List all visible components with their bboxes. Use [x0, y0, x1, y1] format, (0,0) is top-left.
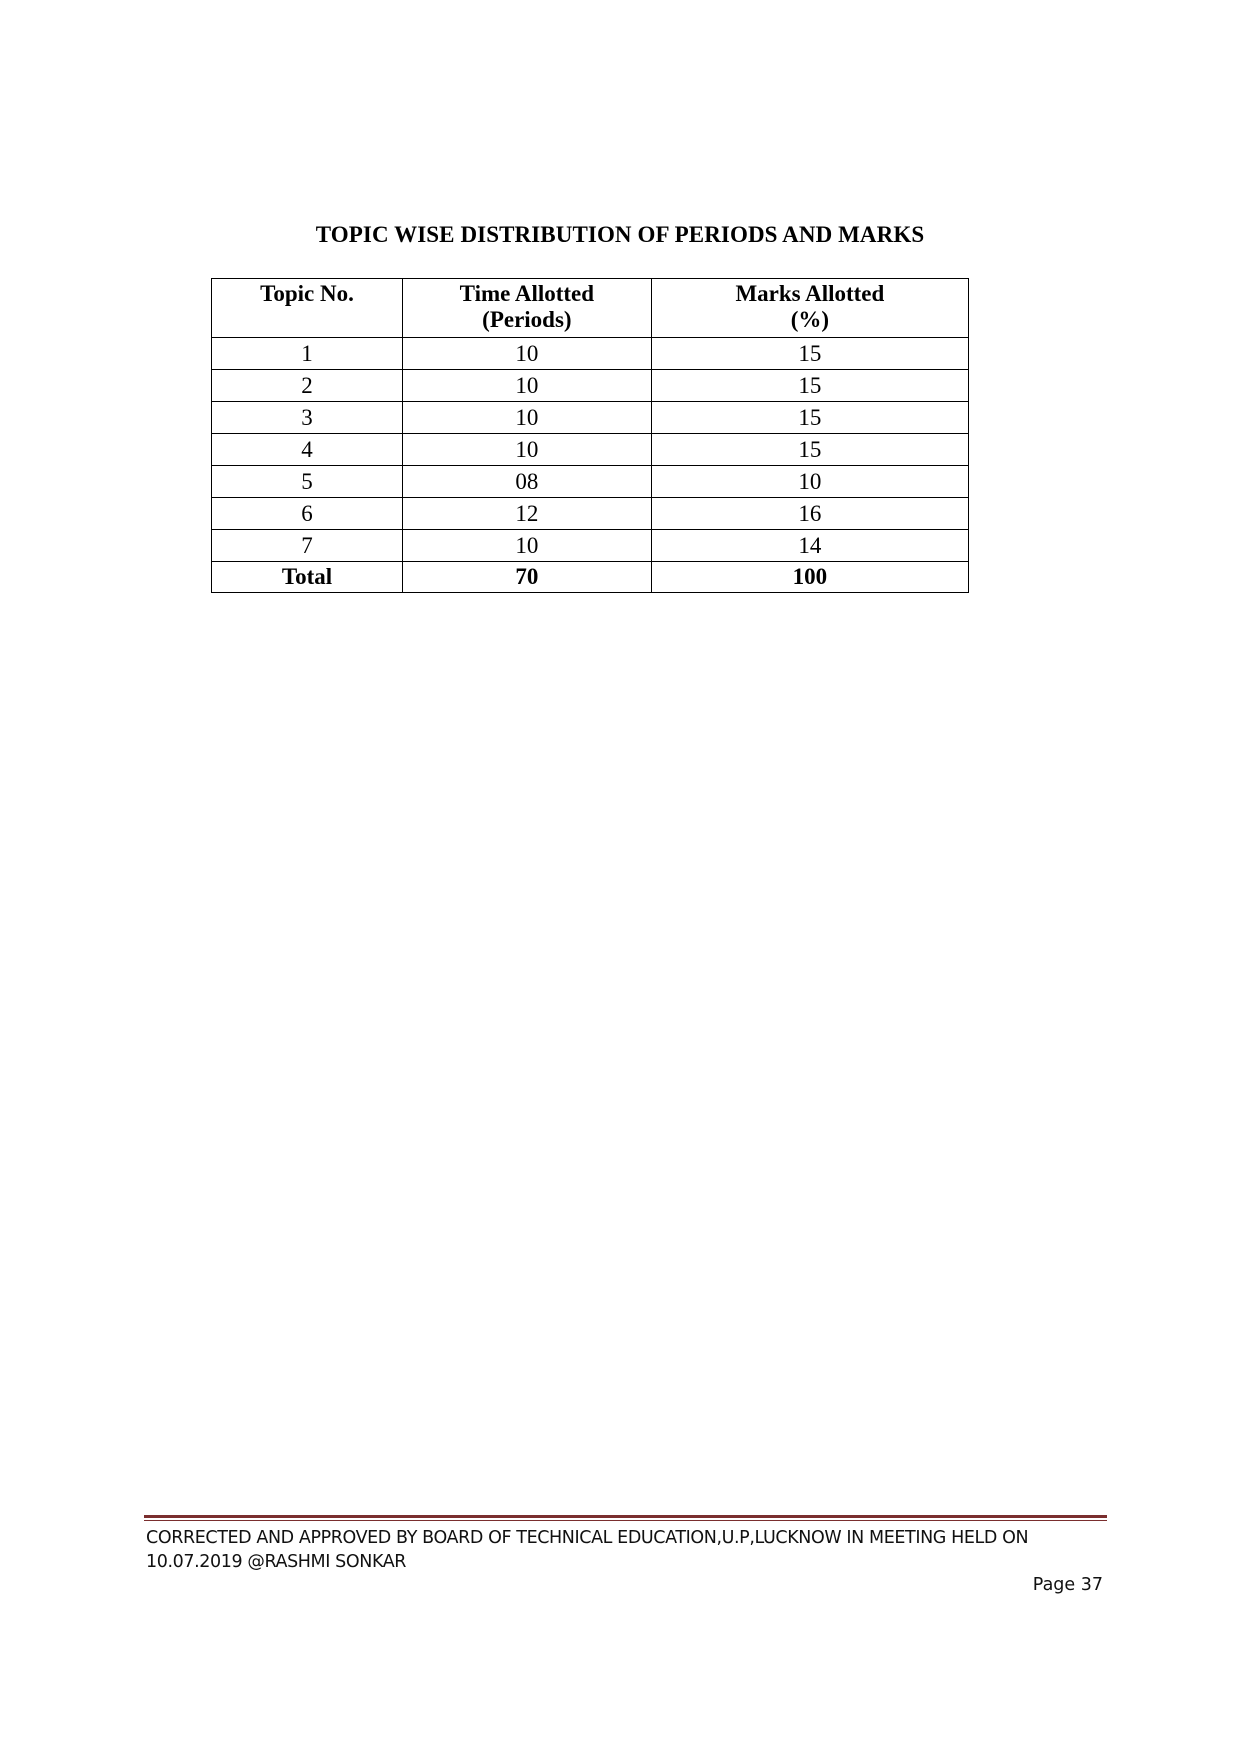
- cell-topic: 1: [212, 338, 403, 370]
- table-row: [212, 402, 969, 434]
- table-header-row: [212, 279, 969, 338]
- cell-time: 10: [402, 338, 651, 370]
- cell-marks: 15: [651, 434, 968, 466]
- table-total-row: [212, 562, 969, 593]
- cell-topic: 2: [212, 370, 403, 402]
- cell-marks: 14: [651, 530, 968, 562]
- cell-total-label: Total: [212, 562, 403, 593]
- cell-time: 12: [402, 498, 651, 530]
- header-time-allotted: [402, 279, 651, 338]
- table-row: [212, 370, 969, 402]
- cell-time: 10: [402, 402, 651, 434]
- footer-divider: [144, 1515, 1107, 1518]
- footer-divider-thin: [144, 1520, 1107, 1521]
- table-row: [212, 498, 969, 530]
- table-row: [212, 466, 969, 498]
- table-row: [212, 338, 969, 370]
- header-marks-line1: Marks Allotted: [735, 281, 885, 306]
- cell-marks: 15: [651, 338, 968, 370]
- cell-topic: 5: [212, 466, 403, 498]
- header-topic-no: Topic No.: [212, 279, 403, 338]
- cell-topic: 4: [212, 434, 403, 466]
- table-row: [212, 530, 969, 562]
- cell-topic: 3: [212, 402, 403, 434]
- cell-time: 10: [402, 530, 651, 562]
- cell-marks: 16: [651, 498, 968, 530]
- distribution-table: [211, 278, 969, 593]
- cell-topic: 6: [212, 498, 403, 530]
- cell-time: 10: [402, 434, 651, 466]
- cell-marks: 15: [651, 402, 968, 434]
- cell-marks: 10: [651, 466, 968, 498]
- header-marks-line2: (%): [790, 307, 830, 332]
- page-number: Page 37: [1032, 1575, 1103, 1595]
- cell-time: 10: [402, 370, 651, 402]
- cell-topic: 7: [212, 530, 403, 562]
- cell-marks: 15: [651, 370, 968, 402]
- page-title: TOPIC WISE DISTRIBUTION OF PERIODS AND MARKS: [315, 222, 925, 247]
- table-row: [212, 434, 969, 466]
- footer-line-1: CORRECTED AND APPROVED BY BOARD OF TECHNICAL EDUCATION,U.P,LUCKNOW IN MEETING HELD ON: [146, 1528, 1029, 1548]
- cell-total-time: 70: [402, 562, 651, 593]
- header-marks-allotted: [651, 279, 968, 338]
- header-time-line2: (Periods): [482, 307, 572, 332]
- cell-time: 08: [402, 466, 651, 498]
- header-time-line1: Time Allotted: [459, 281, 595, 306]
- footer-approval-note: [146, 1526, 1106, 1574]
- footer-line-2: 10.07.2019 @RASHMI SONKAR: [146, 1552, 407, 1572]
- cell-total-marks: 100: [651, 562, 968, 593]
